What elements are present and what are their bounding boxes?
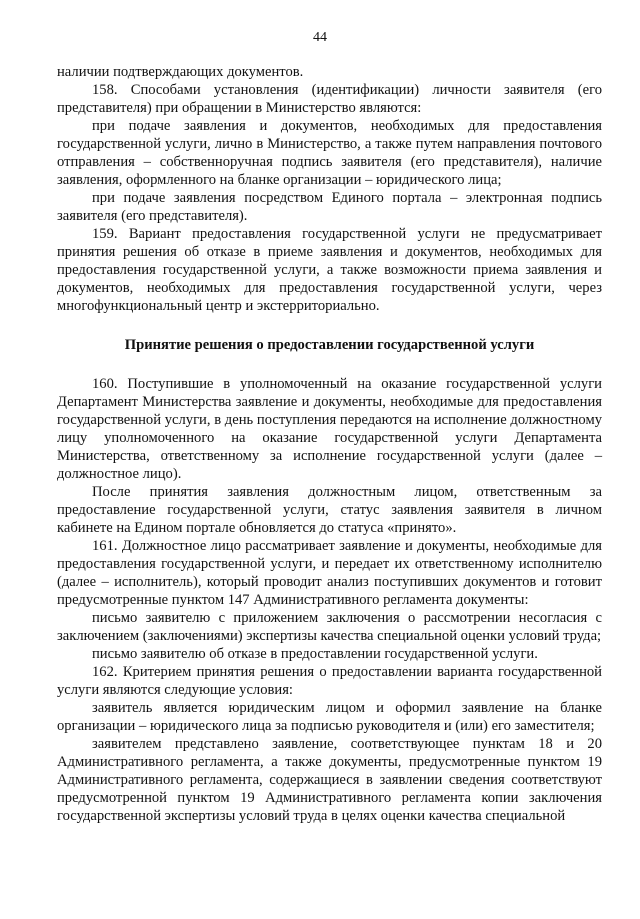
page-number: 44 <box>313 30 327 45</box>
paragraph-158-item-1: при подаче заявления и документов, необходимых для предоставления государственной услуги, лично в Министерство, а также путем направления почтового отправления – собственноручная подпись заявителя (его представителя), наличие заявления, оформленного на бланке организации – юридического лица; <box>57 118 602 188</box>
paragraph-158-item-2: при подаче заявления посредством Единого портала – электронная подпись заявителя (его представителя). <box>57 190 602 224</box>
paragraph-161: 161. Должностное лицо рассматривает заявление и документы, необходимые для предоставления государственной услуги, и передает их ответственному исполнителю (далее – исполнитель), который проводит анализ поступивших документов и готовит предусмотренные пунктом 147 Административного регламента документы: <box>57 538 602 608</box>
paragraph-160-status: После принятия заявления должностным лицом, ответственным за предоставление государственной услуги, статус заявления заявителя в личном кабинете на Едином портале обновляется до статуса «принято». <box>57 484 602 536</box>
paragraph-160: 160. Поступившие в уполномоченный на оказание государственной услуги Департамент Министерства заявление и документы, необходимые для предоставления государственной услуги, в день поступления передаются на исполнение должностному лицу уполномоченного на оказание государственной услуги Департамента Министерства, ответственному за исполнение государственной услуги (далее – должностное лицо). <box>57 376 602 482</box>
paragraph-158: 158. Способами установления (идентификации) личности заявителя (его представителя) при обращении в Министерство являются: <box>57 82 602 116</box>
paragraph-161-item-1: письмо заявителю с приложением заключения о рассмотрении несогласия с заключением (заключениями) экспертизы качества специальной оценки условий труда; <box>57 610 602 644</box>
paragraph-159: 159. Вариант предоставления государственной услуги не предусматривает принятия решения об отказе в приеме заявления и документов, необходимых для предоставления государственной услуги, а также возможности приема заявления и документов, необходимых для предоставления государственной услуги, через многофункциональный центр и экстерриториально. <box>57 226 602 314</box>
paragraph-162: 162. Критерием принятия решения о предоставлении варианта государственной услуги являются следующие условия: <box>57 664 602 698</box>
section-heading: Принятие решения о предоставлении государственной услуги <box>124 337 535 353</box>
paragraph-161-item-2: письмо заявителю об отказе в предоставлении государственной услуги. <box>92 646 538 662</box>
paragraph-162-item-1: заявитель является юридическим лицом и оформил заявление на бланке организации – юридического лица за подписью руководителя и (или) его заместителя; <box>57 700 602 734</box>
document-body <box>57 63 602 825</box>
paragraph-162-item-2: заявителем представлено заявление, соответствующее пунктам 18 и 20 Административного регламента, а также документы, предусмотренные пунктом 19 Административного регламента, содержащиеся в заявлении сведения соответствуют предусмотренной пунктом 19 Административного регламента копии заключения государственной экспертизы условий труда в целях оценки качества специальной <box>57 736 602 824</box>
paragraph-continuation: наличии подтверждающих документов. <box>57 64 304 80</box>
